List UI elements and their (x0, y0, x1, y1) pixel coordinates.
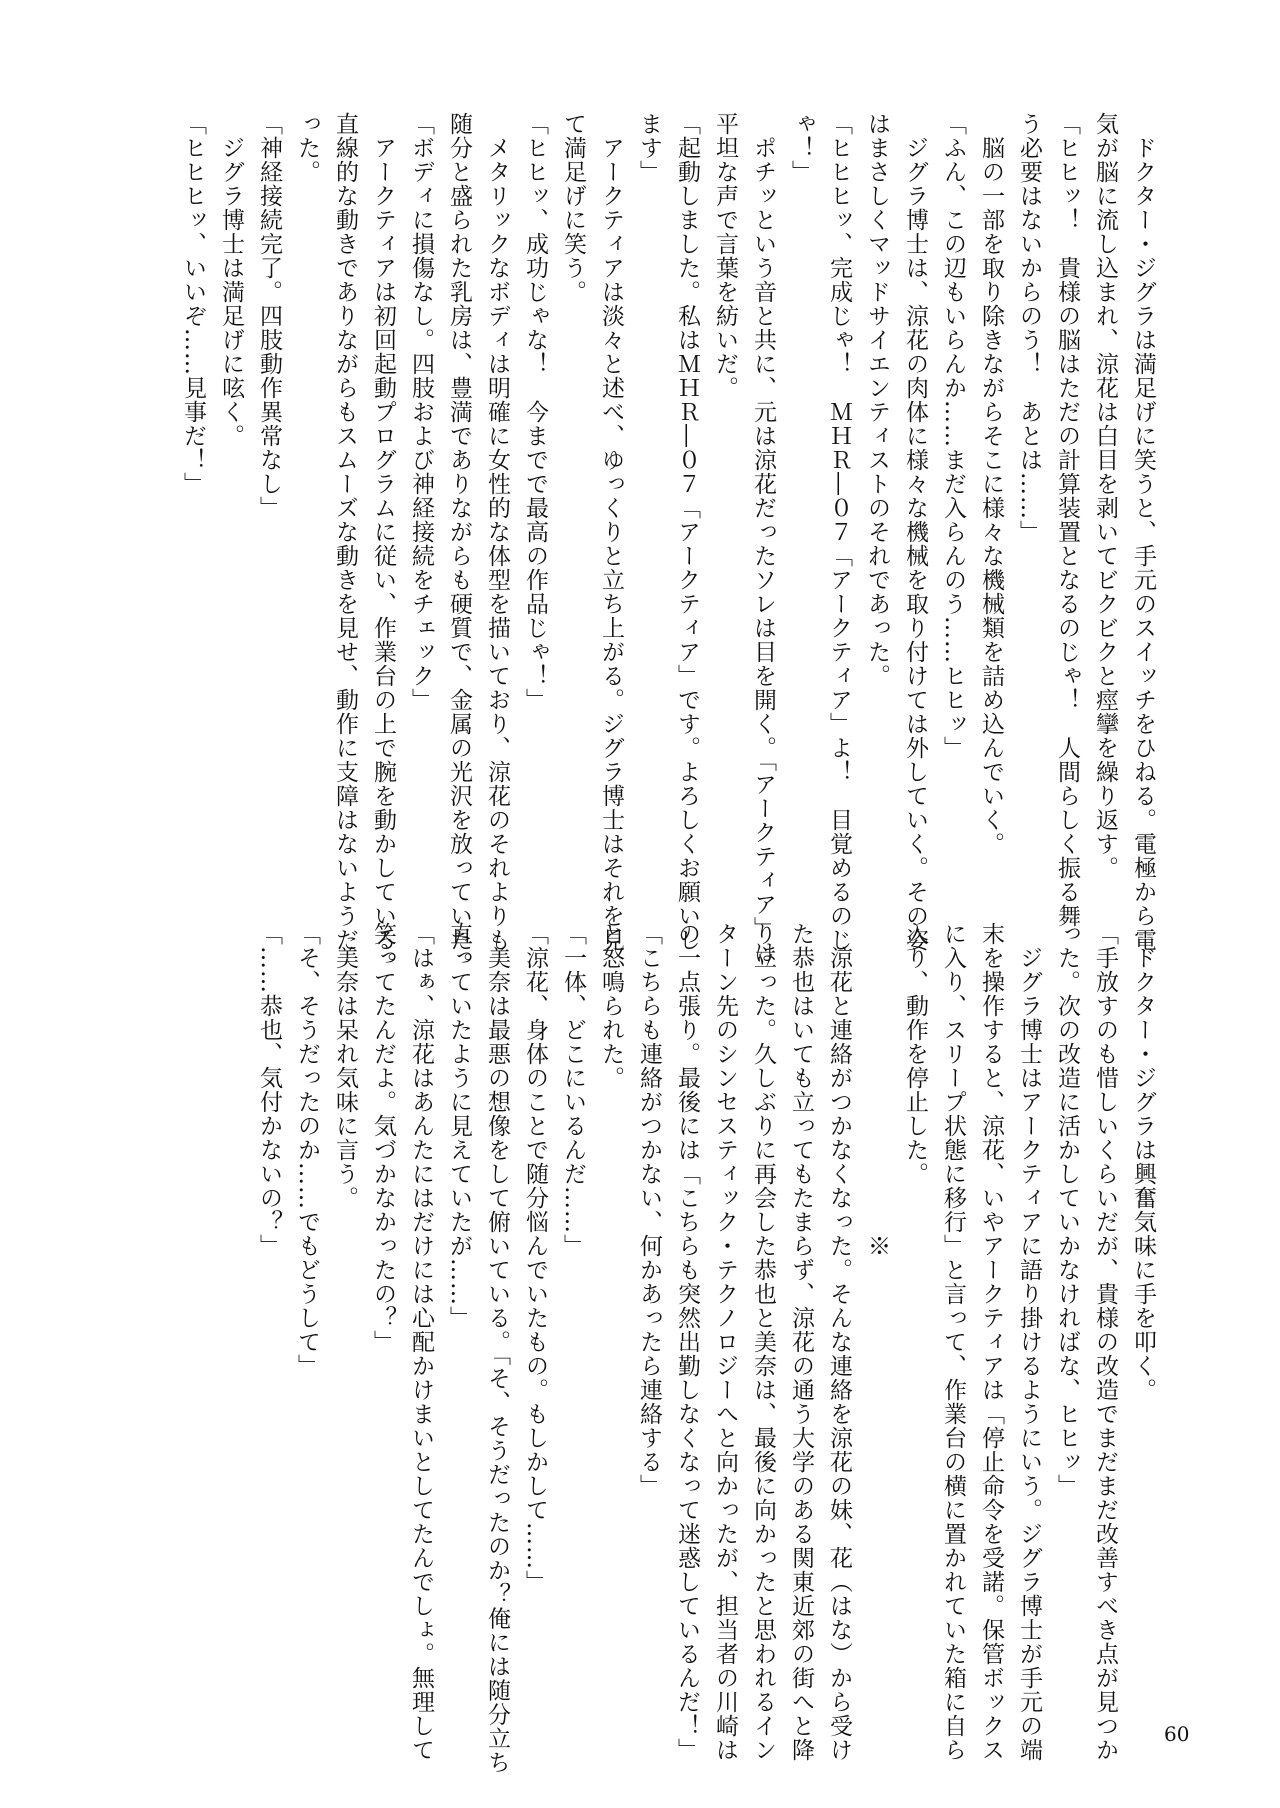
text-column: 「ヒヒヒッ、完成じゃ！ ＭＨＲ―０７「アークティア」よ！ 目覚めるのじ (826, 112, 852, 952)
text-column: ドクター・ジグラは興奮気味に手を叩く。 (1130, 922, 1156, 1402)
text-column: 随分と盛られた乳房は、豊満でありながらも硬質で、金属の光沢を放っていた。 (446, 112, 472, 976)
text-column: った。 (294, 112, 320, 184)
text-column: 「涼花、身体のことで随分悩んでいたもの。もしかして……」 (522, 922, 548, 1594)
text-column: った。次の改造に活かしていかなければな、ヒヒッ」 (1054, 922, 1080, 1498)
text-column: アークティアは初回起動プログラムに従い、作業台の上で腕を動かしている。 (370, 112, 396, 976)
text-column: て満足げに笑う。 (560, 112, 586, 304)
text-column: 「手放すのも惜しいくらいだが、貴様の改造でまだまだ改善すべき点が見つか (1092, 922, 1118, 1762)
text-column: ジグラ博士は、涼花の肉体に様々な機械を取り付けては外していく。その姿 (902, 112, 928, 952)
text-column: アークティアは淡々と述べ、ゆっくりと立ち上がる。ジグラ博士はそれを見 (598, 112, 624, 952)
text-column: 「ボディに損傷なし。四肢および神経接続をチェック」 (408, 112, 434, 712)
text-column: の一点張り。最後には「こちらも突然出勤しなくなって迷惑しているんだ！」 (674, 922, 700, 1762)
lower-text-block (250, 922, 1162, 1775)
text-column: ジグラ博士はアークティアに語り掛けるようにいう。ジグラ博士が手元の端 (1016, 922, 1042, 1762)
text-column: 入り、動作を停止した。 (902, 922, 928, 1186)
text-column: ゃ！」 (788, 112, 814, 184)
text-column: う必要はないからのう！ あとは……」 (1016, 112, 1042, 544)
text-column: 「はぁ、涼花はあんたにはだけには心配かけまいとしてたんでしょ。無理して (408, 922, 434, 1762)
text-column: 「起動しました。私はＭＨＲ―０７「アークティア」です。よろしくお願いし (674, 112, 700, 952)
text-column: 「ふん、この辺もいらんか……まだ入らんのう……ヒヒッ」 (940, 112, 966, 760)
text-column: り立った。久しぶりに再会した恭也と美奈は、最後に向かったと思われるイン (750, 922, 776, 1762)
text-column: 「……恭也、気付かないの？」 (256, 922, 282, 1258)
text-column: と怒鳴られた。 (598, 922, 624, 1090)
text-column: 気が脳に流し込まれ、涼花は白目を剥いてビクビクと痙攣を繰り返す。 (1092, 112, 1118, 880)
text-column: 「ヒヒッ、成功じゃな！ 今までで最高の作品じゃ！」 (522, 112, 548, 712)
text-column: 末を操作すると、涼花、いやアークティアは「停止命令を受諾。保管ボックス (978, 922, 1004, 1762)
text-column: 涼花と連絡がつかなくなった。そんな連絡を涼花の妹、花（はな）から受け (826, 922, 852, 1762)
text-column: ます」 (636, 112, 662, 184)
text-column: 直っていたように見えていたが……」 (446, 922, 472, 1330)
text-column: ドクター・ジグラは満足げに笑うと、手元のスイッチをひねる。電極から電 (1130, 112, 1156, 952)
text-column: 「ヒヒッ！ 貴様の脳はただの計算装置となるのじゃ！ 人間らしく振る舞 (1054, 112, 1080, 928)
scene-break-mark: ※ (864, 922, 890, 1258)
text-column: はまさしくマッドサイエンティストのそれであった。 (864, 112, 890, 688)
text-column: ターン先のシンセスティック・テクノロジーへと向かったが、担当者の川崎は (712, 922, 738, 1762)
text-column: 笑ってたんだよ。気づかなかったの？」 (370, 922, 396, 1354)
page-number: 60 (1164, 1722, 1190, 1746)
text-column: 「こちらも連絡がつかない、何かあったら連絡する」 (636, 922, 662, 1498)
text-column: に入り、スリープ状態に移行」と言って、作業台の横に置かれていた箱に自ら (940, 922, 966, 1762)
text-column: 直線的な動きでありながらもスムーズな動きを見せ、動作に支障はないようだ (332, 112, 358, 952)
text-column: 平坦な声で言葉を紡いだ。 (712, 112, 738, 400)
text-column: 美奈は最悪の想像をして俯いている。「そ、そうだったのか？俺には随分立ち (484, 922, 510, 1775)
text-column: ポチッという音と共に、元は涼花だったソレは目を開く。「アークティア」は (750, 112, 776, 965)
text-column: 「ヒヒヒッ、いいぞ……見事だ！」 (180, 112, 206, 496)
text-column: ジグラ博士は満足げに呟く。 (218, 112, 244, 448)
text-column: 「そ、そうだったのか……でもどうして」 (294, 922, 320, 1378)
text-column: 美奈は呆れ気味に言う。 (332, 922, 358, 1210)
text-column: 脳の一部を取り除きながらそこに様々な機械類を詰め込んでいく。 (978, 112, 1004, 856)
text-column: 「一体、どこにいるんだ……」 (560, 922, 586, 1258)
upper-text-block (174, 112, 1162, 976)
text-column: 「神経接続完了。四肢動作異常なし」 (256, 112, 282, 520)
text-column: た恭也はいても立ってもたまらず、涼花の通う大学のある関東近郊の街へと降 (788, 922, 814, 1762)
text-column: メタリックなボディは明確に女性的な体型を描いており、涼花のそれよりも (484, 112, 510, 952)
